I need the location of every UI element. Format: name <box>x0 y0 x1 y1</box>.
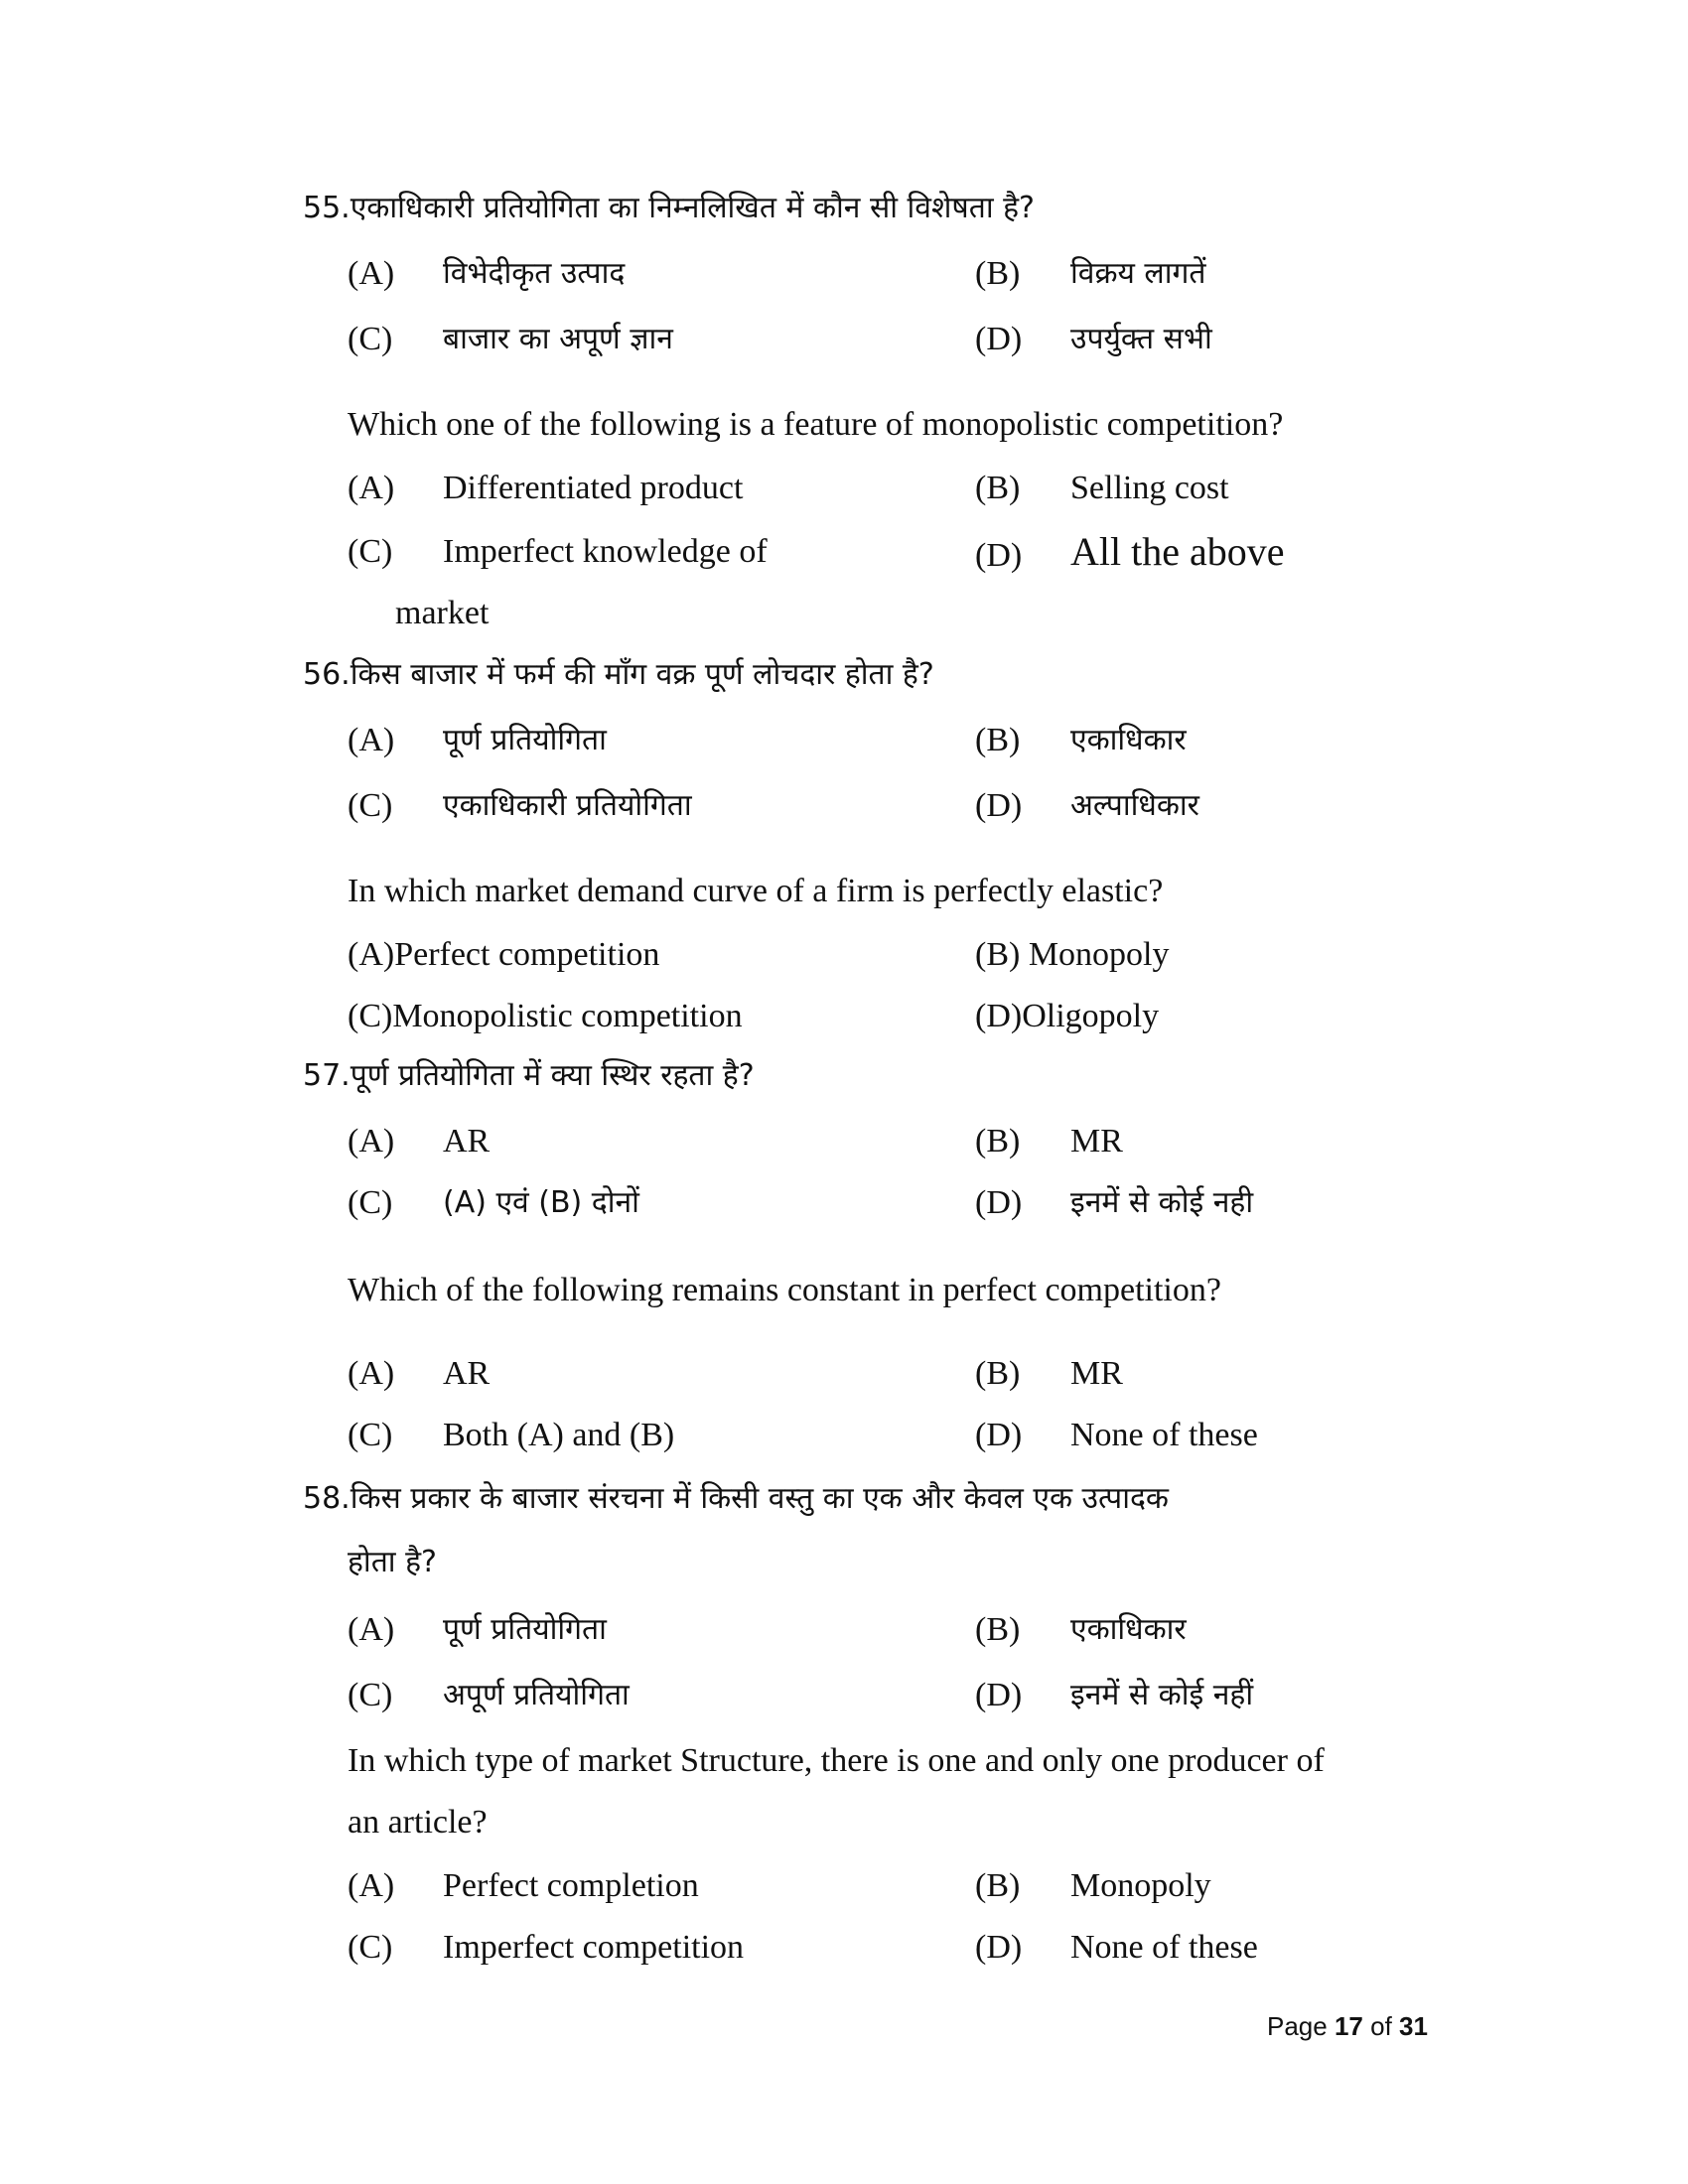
option-label-c: (C) <box>348 533 393 570</box>
question-58-hindi: 58.किस प्रकार के बाजार संरचना में किसी वस्तु का एक और केवल एक उत्पादक <box>303 1481 1169 1516</box>
option-label-d: (D) <box>975 1677 1023 1713</box>
option-label-b: (B) <box>975 1611 1021 1648</box>
option-label-b: (B) <box>975 722 1021 758</box>
q56-en-option-b: (B) Monopoly <box>975 936 1170 973</box>
q56-hi-option-c: एकाधिकारी प्रतियोगिता <box>443 788 692 823</box>
option-label-b: (B) <box>975 255 1021 292</box>
q55-hi-option-b: विक्रय लागतें <box>1070 256 1206 291</box>
q56-hi-option-d: अल्पाधिकार <box>1070 788 1199 823</box>
q56-hi-option-a: पूर्ण प्रतियोगिता <box>443 723 607 757</box>
option-label-d: (D) <box>975 1184 1023 1221</box>
q56-en-option-a: (A)Perfect competition <box>348 936 660 973</box>
q58-hi-option-a: पूर्ण प्रतियोगिता <box>443 1612 607 1647</box>
question-58-english-continued: an article? <box>348 1804 488 1841</box>
page-word: Page <box>1267 2011 1328 2041</box>
question-57-english: Which of the following remains constant in perfect competition? <box>348 1272 1221 1308</box>
q58-en-option-d: None of these <box>1070 1929 1258 1966</box>
q55-en-option-c: Imperfect knowledge of <box>443 533 768 570</box>
q56-en-option-d: (D)Oligopoly <box>975 998 1160 1034</box>
option-label-d: (D) <box>975 787 1023 824</box>
option-label-d: (D) <box>975 537 1023 574</box>
question-56-english: In which market demand curve of a firm is perfectly elastic? <box>348 873 1164 909</box>
option-label-c: (C) <box>348 1184 393 1221</box>
option-label-a: (A) <box>348 1867 395 1904</box>
option-label-c: (C) <box>348 1677 393 1713</box>
q57-hi-option-a: AR <box>443 1123 491 1160</box>
q58-hi-option-d: इनमें से कोई नहीं <box>1070 1678 1254 1712</box>
q55-hi-option-d: उपर्युक्त सभी <box>1070 322 1212 356</box>
option-label-a: (A) <box>348 470 395 506</box>
page-number <box>1267 2009 1428 2043</box>
q58-en-option-c: Imperfect competition <box>443 1929 745 1966</box>
q58-en-option-a: Perfect completion <box>443 1867 699 1904</box>
q55-hi-option-a: विभेदीकृत उत्पाद <box>443 256 626 291</box>
total-pages: 31 <box>1399 2011 1428 2041</box>
q57-hi-option-d: इनमें से कोई नही <box>1070 1185 1254 1220</box>
option-label-c: (C) <box>348 787 393 824</box>
q57-hi-option-c: (A) एवं (B) दोनों <box>443 1185 639 1220</box>
option-label-a: (A) <box>348 1355 395 1392</box>
q58-hi-option-c: अपूर्ण प्रतियोगिता <box>443 1678 630 1712</box>
option-label-b: (B) <box>975 1123 1021 1160</box>
q55-en-option-d: All the above <box>1070 529 1285 574</box>
option-label-d: (D) <box>975 1417 1023 1453</box>
option-label-c: (C) <box>348 1929 393 1966</box>
q55-en-option-c-continued: market <box>395 595 490 631</box>
option-label-a: (A) <box>348 722 395 758</box>
q57-en-option-d: None of these <box>1070 1417 1258 1453</box>
option-label-a: (A) <box>348 1611 395 1648</box>
question-58-english: In which type of market Structure, there is one and only one producer of <box>348 1742 1325 1779</box>
q55-en-option-a: Differentiated product <box>443 470 744 506</box>
q57-en-option-c: Both (A) and (B) <box>443 1417 675 1453</box>
question-55-english: Which one of the following is a feature of monopolistic competition? <box>348 406 1284 443</box>
question-55-hindi: 55.एकाधिकारी प्रतियोगिता का निम्नलिखित में कौन सी विशेषता है? <box>303 191 1035 225</box>
q57-en-option-a: AR <box>443 1355 491 1392</box>
option-label-b: (B) <box>975 470 1021 506</box>
current-page: 17 <box>1334 2011 1363 2041</box>
q55-hi-option-c: बाजार का अपूर्ण ज्ञान <box>443 322 673 356</box>
of-word: of <box>1370 2011 1392 2041</box>
q56-en-option-c: (C)Monopolistic competition <box>348 998 743 1034</box>
q58-en-option-b: Monopoly <box>1070 1867 1211 1904</box>
question-57-hindi: 57.पूर्ण प्रतियोगिता में क्या स्थिर रहता है? <box>303 1058 755 1093</box>
option-label-b: (B) <box>975 1867 1021 1904</box>
q57-hi-option-b: MR <box>1070 1123 1123 1160</box>
q56-hi-option-b: एकाधिकार <box>1070 723 1187 757</box>
question-58-hindi-continued: होता है? <box>348 1545 437 1579</box>
option-label-c: (C) <box>348 321 393 357</box>
option-label-d: (D) <box>975 321 1023 357</box>
option-label-a: (A) <box>348 1123 395 1160</box>
q58-hi-option-b: एकाधिकार <box>1070 1612 1187 1647</box>
option-label-a: (A) <box>348 255 395 292</box>
option-label-d: (D) <box>975 1929 1023 1966</box>
q55-en-option-b: Selling cost <box>1070 470 1229 506</box>
option-label-c: (C) <box>348 1417 393 1453</box>
question-56-hindi: 56.किस बाजार में फर्म की माँग वक्र पूर्ण लोचदार होता है? <box>303 657 934 692</box>
option-label-b: (B) <box>975 1355 1021 1392</box>
q57-en-option-b: MR <box>1070 1355 1123 1392</box>
